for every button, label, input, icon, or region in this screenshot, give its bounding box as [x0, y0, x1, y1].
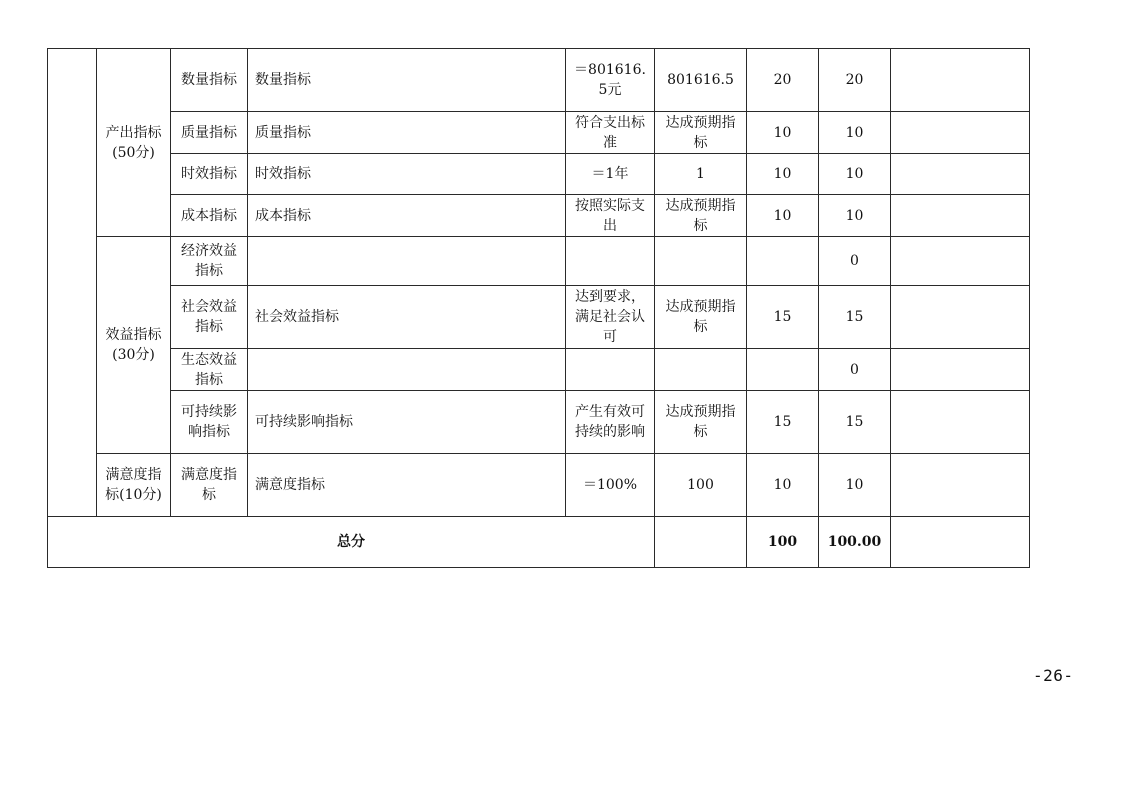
- total-label: 总分: [48, 517, 655, 568]
- score-cell: 10: [819, 195, 891, 237]
- indicator-name-cell: 满意度指标: [248, 454, 566, 517]
- target-value-cell: ＝801616.5元: [566, 49, 655, 112]
- note-cell: [891, 454, 1030, 517]
- actual-value-cell: 801616.5: [655, 49, 747, 112]
- weight-cell: 10: [747, 195, 819, 237]
- target-value-cell: [566, 349, 655, 391]
- weight-cell: 15: [747, 391, 819, 454]
- actual-value-cell: 达成预期指标: [655, 195, 747, 237]
- weight-cell: 15: [747, 286, 819, 349]
- level2-category-satisfaction: 满意度指标(10分): [97, 454, 171, 517]
- table-row: [48, 391, 1030, 454]
- note-cell: [891, 195, 1030, 237]
- table-row: [48, 237, 1030, 286]
- total-score-cell: 100.00: [819, 517, 891, 568]
- target-value-cell: 达到要求，满足社会认可: [566, 286, 655, 349]
- total-row: [48, 517, 1030, 568]
- actual-value-cell: [655, 349, 747, 391]
- level3-indicator-cell: 可持续影响指标: [171, 391, 248, 454]
- level1-category-cell: [48, 49, 97, 517]
- actual-value-cell: 达成预期指标: [655, 391, 747, 454]
- score-cell: 10: [819, 154, 891, 195]
- level3-indicator-cell: 满意度指标: [171, 454, 248, 517]
- indicator-name-cell: 可持续影响指标: [248, 391, 566, 454]
- score-cell: 10: [819, 454, 891, 517]
- table-row: [48, 454, 1030, 517]
- table-row: [48, 49, 1030, 112]
- weight-cell: 10: [747, 112, 819, 154]
- weight-cell: 20: [747, 49, 819, 112]
- score-cell: 15: [819, 391, 891, 454]
- score-cell: 0: [819, 237, 891, 286]
- total-actual-cell: [655, 517, 747, 568]
- total-weight-cell: 100: [747, 517, 819, 568]
- table-row: [48, 112, 1030, 154]
- level3-indicator-cell: 生态效益指标: [171, 349, 248, 391]
- level2-category-output: 产出指标(50分): [97, 49, 171, 237]
- indicator-name-cell: [248, 237, 566, 286]
- score-cell: 0: [819, 349, 891, 391]
- note-cell: [891, 49, 1030, 112]
- note-cell: [891, 391, 1030, 454]
- target-value-cell: 符合支出标准: [566, 112, 655, 154]
- note-cell: [891, 349, 1030, 391]
- table-row: [48, 195, 1030, 237]
- actual-value-cell: 100: [655, 454, 747, 517]
- indicator-name-cell: 时效指标: [248, 154, 566, 195]
- score-cell: 20: [819, 49, 891, 112]
- total-note-cell: [891, 517, 1030, 568]
- level3-indicator-cell: 经济效益指标: [171, 237, 248, 286]
- indicator-name-cell: 数量指标: [248, 49, 566, 112]
- note-cell: [891, 286, 1030, 349]
- actual-value-cell: 1: [655, 154, 747, 195]
- page-number: -26-: [1033, 666, 1074, 685]
- note-cell: [891, 154, 1030, 195]
- indicator-name-cell: 质量指标: [248, 112, 566, 154]
- weight-cell: [747, 349, 819, 391]
- weight-cell: [747, 237, 819, 286]
- actual-value-cell: 达成预期指标: [655, 112, 747, 154]
- weight-cell: 10: [747, 454, 819, 517]
- level3-indicator-cell: 成本指标: [171, 195, 248, 237]
- target-value-cell: 产生有效可持续的影响: [566, 391, 655, 454]
- target-value-cell: ＝1年: [566, 154, 655, 195]
- level3-indicator-cell: 数量指标: [171, 49, 248, 112]
- target-value-cell: [566, 237, 655, 286]
- note-cell: [891, 237, 1030, 286]
- level3-indicator-cell: 社会效益指标: [171, 286, 248, 349]
- performance-indicator-table: [47, 48, 1030, 568]
- level3-indicator-cell: 质量指标: [171, 112, 248, 154]
- table-row: [48, 349, 1030, 391]
- weight-cell: 10: [747, 154, 819, 195]
- indicator-name-cell: 成本指标: [248, 195, 566, 237]
- table-row: [48, 154, 1030, 195]
- target-value-cell: 按照实际支出: [566, 195, 655, 237]
- indicator-name-cell: [248, 349, 566, 391]
- level2-category-benefit: 效益指标(30分): [97, 237, 171, 454]
- actual-value-cell: 达成预期指标: [655, 286, 747, 349]
- score-cell: 15: [819, 286, 891, 349]
- level3-indicator-cell: 时效指标: [171, 154, 248, 195]
- score-cell: 10: [819, 112, 891, 154]
- note-cell: [891, 112, 1030, 154]
- table-row: [48, 286, 1030, 349]
- target-value-cell: ＝100%: [566, 454, 655, 517]
- actual-value-cell: [655, 237, 747, 286]
- indicator-name-cell: 社会效益指标: [248, 286, 566, 349]
